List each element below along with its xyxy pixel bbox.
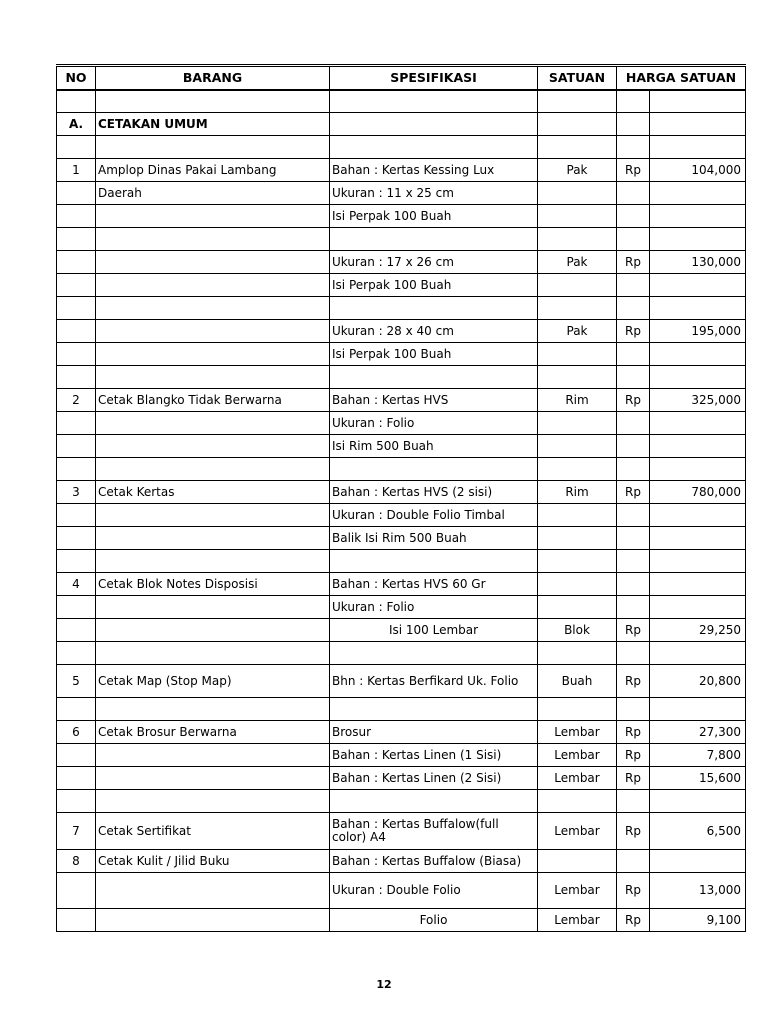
header-barang: BARANG	[96, 66, 330, 90]
barang-cell	[96, 790, 330, 813]
spesifikasi-cell: Ukuran : Double Folio	[330, 873, 538, 909]
harga-cell	[650, 228, 746, 251]
satuan-cell: Blok	[538, 619, 617, 642]
spesifikasi-cell	[330, 698, 538, 721]
harga-cell: 9,100	[650, 909, 746, 932]
no-cell	[57, 527, 96, 550]
barang-cell	[96, 873, 330, 909]
table-row	[57, 159, 746, 182]
no-cell	[57, 205, 96, 228]
satuan-cell	[538, 698, 617, 721]
harga-cell	[650, 527, 746, 550]
spesifikasi-cell: Ukuran : 17 x 26 cm	[330, 251, 538, 274]
harga-cell: 325,000	[650, 389, 746, 412]
table-row	[57, 113, 746, 136]
table-row	[57, 767, 746, 790]
harga-cell	[650, 435, 746, 458]
satuan-cell	[538, 182, 617, 205]
spesifikasi-cell: Bahan : Kertas HVS	[330, 389, 538, 412]
barang-cell	[96, 458, 330, 481]
harga-cell	[650, 504, 746, 527]
currency-cell: Rp	[617, 389, 650, 412]
spesifikasi-cell: Isi Perpak 100 Buah	[330, 205, 538, 228]
table-row	[57, 251, 746, 274]
no-cell	[57, 790, 96, 813]
spesifikasi-cell	[330, 458, 538, 481]
table-row	[57, 274, 746, 297]
table-row	[57, 813, 746, 850]
barang-cell	[96, 698, 330, 721]
barang-cell	[96, 251, 330, 274]
currency-cell: Rp	[617, 619, 650, 642]
satuan-cell	[538, 642, 617, 665]
no-cell	[57, 767, 96, 790]
header-row	[57, 66, 746, 90]
spesifikasi-cell: Balik Isi Rim 500 Buah	[330, 527, 538, 550]
no-cell	[57, 642, 96, 665]
table-row	[57, 205, 746, 228]
harga-cell	[650, 297, 746, 320]
currency-cell	[617, 527, 650, 550]
spesifikasi-cell: Isi Rim 500 Buah	[330, 435, 538, 458]
spesifikasi-cell: Bahan : Kertas Kessing Lux	[330, 159, 538, 182]
no-cell: 5	[57, 665, 96, 698]
harga-cell	[650, 182, 746, 205]
currency-cell	[617, 113, 650, 136]
table-row	[57, 458, 746, 481]
currency-cell	[617, 790, 650, 813]
barang-cell: Amplop Dinas Pakai Lambang	[96, 159, 330, 182]
spesifikasi-cell: Bhn : Kertas Berfikard Uk. Folio	[330, 665, 538, 698]
spesifikasi-cell: Bahan : Kertas Buffalow(full color) A4	[330, 813, 538, 850]
barang-cell: Cetak Kertas	[96, 481, 330, 504]
barang-cell: Cetak Kulit / Jilid Buku	[96, 850, 330, 873]
harga-cell: 15,600	[650, 767, 746, 790]
harga-cell	[650, 698, 746, 721]
barang-cell	[96, 744, 330, 767]
harga-cell	[650, 136, 746, 159]
barang-cell: Cetak Sertifikat	[96, 813, 330, 850]
no-cell	[57, 182, 96, 205]
no-cell	[57, 297, 96, 320]
harga-cell	[650, 113, 746, 136]
table-row	[57, 665, 746, 698]
barang-cell	[96, 297, 330, 320]
currency-cell: Rp	[617, 251, 650, 274]
no-cell	[57, 274, 96, 297]
header-harga-satuan: HARGA SATUAN	[617, 66, 746, 90]
barang-cell: Cetak Map (Stop Map)	[96, 665, 330, 698]
harga-cell: 20,800	[650, 665, 746, 698]
no-cell	[57, 412, 96, 435]
page-number: 12	[376, 978, 392, 991]
harga-cell	[650, 343, 746, 366]
barang-cell	[96, 550, 330, 573]
harga-cell: 195,000	[650, 320, 746, 343]
barang-cell: CETAKAN UMUM	[96, 113, 330, 136]
harga-cell	[650, 205, 746, 228]
no-cell	[57, 343, 96, 366]
table-row	[57, 550, 746, 573]
satuan-cell	[538, 573, 617, 596]
table-row	[57, 412, 746, 435]
table-row	[57, 504, 746, 527]
table-row	[57, 619, 746, 642]
currency-cell	[617, 366, 650, 389]
harga-cell: 780,000	[650, 481, 746, 504]
spesifikasi-cell: Isi Perpak 100 Buah	[330, 274, 538, 297]
barang-cell	[96, 596, 330, 619]
spesifikasi-cell: Brosur	[330, 721, 538, 744]
satuan-cell: Lembar	[538, 909, 617, 932]
currency-cell	[617, 274, 650, 297]
no-cell	[57, 136, 96, 159]
barang-cell	[96, 274, 330, 297]
no-cell	[57, 320, 96, 343]
satuan-cell	[538, 550, 617, 573]
no-cell	[57, 435, 96, 458]
harga-cell	[650, 412, 746, 435]
satuan-cell: Pak	[538, 159, 617, 182]
satuan-cell	[538, 596, 617, 619]
barang-cell	[96, 619, 330, 642]
spesifikasi-cell: Isi 100 Lembar	[330, 619, 538, 642]
table-row	[57, 721, 746, 744]
harga-cell: 7,800	[650, 744, 746, 767]
spesifikasi-cell: Folio	[330, 909, 538, 932]
currency-cell	[617, 205, 650, 228]
currency-cell: Rp	[617, 909, 650, 932]
satuan-cell: Lembar	[538, 744, 617, 767]
barang-cell	[96, 412, 330, 435]
satuan-cell	[538, 274, 617, 297]
spesifikasi-cell: Bahan : Kertas HVS (2 sisi)	[330, 481, 538, 504]
barang-cell	[96, 343, 330, 366]
harga-cell	[650, 366, 746, 389]
currency-cell	[617, 182, 650, 205]
currency-cell: Rp	[617, 873, 650, 909]
harga-cell	[650, 274, 746, 297]
spesifikasi-cell: Isi Perpak 100 Buah	[330, 343, 538, 366]
no-cell	[57, 90, 96, 113]
currency-cell	[617, 90, 650, 113]
satuan-cell: Rim	[538, 481, 617, 504]
satuan-cell: Rim	[538, 389, 617, 412]
satuan-cell	[538, 458, 617, 481]
harga-cell: 130,000	[650, 251, 746, 274]
satuan-cell: Lembar	[538, 767, 617, 790]
satuan-cell	[538, 297, 617, 320]
no-cell	[57, 873, 96, 909]
no-cell: 1	[57, 159, 96, 182]
spesifikasi-cell	[330, 297, 538, 320]
barang-cell	[96, 767, 330, 790]
harga-cell	[650, 90, 746, 113]
table-body	[57, 90, 746, 932]
currency-cell: Rp	[617, 767, 650, 790]
satuan-cell: Pak	[538, 251, 617, 274]
currency-cell	[617, 343, 650, 366]
table-row	[57, 320, 746, 343]
barang-cell	[96, 504, 330, 527]
satuan-cell	[538, 366, 617, 389]
price-table	[56, 64, 746, 932]
currency-cell: Rp	[617, 721, 650, 744]
harga-cell	[650, 458, 746, 481]
harga-cell: 104,000	[650, 159, 746, 182]
no-cell	[57, 550, 96, 573]
spesifikasi-cell	[330, 366, 538, 389]
spesifikasi-cell: Bahan : Kertas Buffalow (Biasa)	[330, 850, 538, 873]
spesifikasi-cell	[330, 790, 538, 813]
table-row	[57, 698, 746, 721]
currency-cell	[617, 136, 650, 159]
no-cell	[57, 366, 96, 389]
harga-cell	[650, 573, 746, 596]
barang-cell: Cetak Brosur Berwarna	[96, 721, 330, 744]
currency-cell: Rp	[617, 744, 650, 767]
table-row	[57, 136, 746, 159]
currency-cell: Rp	[617, 665, 650, 698]
no-cell: 4	[57, 573, 96, 596]
no-cell	[57, 744, 96, 767]
no-cell	[57, 698, 96, 721]
currency-cell: Rp	[617, 813, 650, 850]
table-row	[57, 366, 746, 389]
no-cell: 2	[57, 389, 96, 412]
table-row	[57, 850, 746, 873]
no-cell: 8	[57, 850, 96, 873]
currency-cell: Rp	[617, 320, 650, 343]
spesifikasi-cell	[330, 136, 538, 159]
no-cell	[57, 228, 96, 251]
satuan-cell	[538, 343, 617, 366]
barang-cell	[96, 90, 330, 113]
harga-cell	[650, 790, 746, 813]
table-row	[57, 389, 746, 412]
spesifikasi-cell	[330, 228, 538, 251]
satuan-cell: Pak	[538, 320, 617, 343]
barang-cell: Cetak Blangko Tidak Berwarna	[96, 389, 330, 412]
no-cell	[57, 251, 96, 274]
table-row	[57, 790, 746, 813]
header-no: NO	[57, 66, 96, 90]
spesifikasi-cell	[330, 90, 538, 113]
barang-cell	[96, 435, 330, 458]
no-cell	[57, 504, 96, 527]
spesifikasi-cell: Ukuran : Folio	[330, 412, 538, 435]
currency-cell	[617, 596, 650, 619]
satuan-cell: Buah	[538, 665, 617, 698]
currency-cell	[617, 698, 650, 721]
spesifikasi-cell: Ukuran : Folio	[330, 596, 538, 619]
table-row	[57, 527, 746, 550]
header-satuan: SATUAN	[538, 66, 617, 90]
currency-cell	[617, 297, 650, 320]
satuan-cell	[538, 412, 617, 435]
barang-cell	[96, 136, 330, 159]
table-row	[57, 435, 746, 458]
barang-cell	[96, 642, 330, 665]
no-cell: A.	[57, 113, 96, 136]
barang-cell: Daerah	[96, 182, 330, 205]
satuan-cell: Lembar	[538, 721, 617, 744]
satuan-cell	[538, 790, 617, 813]
barang-cell	[96, 205, 330, 228]
harga-cell	[650, 850, 746, 873]
harga-cell: 29,250	[650, 619, 746, 642]
spesifikasi-cell	[330, 550, 538, 573]
harga-cell: 27,300	[650, 721, 746, 744]
table-row	[57, 343, 746, 366]
satuan-cell	[538, 205, 617, 228]
currency-cell	[617, 458, 650, 481]
table-row	[57, 228, 746, 251]
currency-cell	[617, 504, 650, 527]
currency-cell: Rp	[617, 159, 650, 182]
currency-cell	[617, 228, 650, 251]
barang-cell	[96, 228, 330, 251]
barang-cell	[96, 320, 330, 343]
harga-cell	[650, 596, 746, 619]
spesifikasi-cell	[330, 642, 538, 665]
table-row	[57, 909, 746, 932]
table-row	[57, 642, 746, 665]
satuan-cell	[538, 850, 617, 873]
spesifikasi-cell	[330, 113, 538, 136]
barang-cell	[96, 366, 330, 389]
spesifikasi-cell: Bahan : Kertas HVS 60 Gr	[330, 573, 538, 596]
no-cell	[57, 596, 96, 619]
satuan-cell	[538, 228, 617, 251]
currency-cell	[617, 550, 650, 573]
table-row	[57, 481, 746, 504]
currency-cell	[617, 435, 650, 458]
spesifikasi-cell: Bahan : Kertas Linen (1 Sisi)	[330, 744, 538, 767]
satuan-cell	[538, 90, 617, 113]
currency-cell: Rp	[617, 481, 650, 504]
header-spesifikasi: SPESIFIKASI	[330, 66, 538, 90]
harga-cell: 6,500	[650, 813, 746, 850]
table-row	[57, 744, 746, 767]
no-cell: 3	[57, 481, 96, 504]
no-cell	[57, 909, 96, 932]
currency-cell	[617, 573, 650, 596]
table-row	[57, 573, 746, 596]
barang-cell: Cetak Blok Notes Disposisi	[96, 573, 330, 596]
table-row	[57, 297, 746, 320]
currency-cell	[617, 642, 650, 665]
barang-cell	[96, 909, 330, 932]
satuan-cell	[538, 113, 617, 136]
satuan-cell: Lembar	[538, 813, 617, 850]
satuan-cell: Lembar	[538, 873, 617, 909]
currency-cell	[617, 412, 650, 435]
spesifikasi-cell: Ukuran : 28 x 40 cm	[330, 320, 538, 343]
spesifikasi-cell: Ukuran : Double Folio Timbal	[330, 504, 538, 527]
spesifikasi-cell: Bahan : Kertas Linen (2 Sisi)	[330, 767, 538, 790]
no-cell	[57, 458, 96, 481]
spesifikasi-cell: Ukuran : 11 x 25 cm	[330, 182, 538, 205]
table-row	[57, 182, 746, 205]
harga-cell	[650, 550, 746, 573]
table-row	[57, 596, 746, 619]
satuan-cell	[538, 504, 617, 527]
harga-cell: 13,000	[650, 873, 746, 909]
table-row	[57, 90, 746, 113]
no-cell	[57, 619, 96, 642]
currency-cell	[617, 850, 650, 873]
satuan-cell	[538, 435, 617, 458]
no-cell: 7	[57, 813, 96, 850]
table-row	[57, 873, 746, 909]
no-cell: 6	[57, 721, 96, 744]
harga-cell	[650, 642, 746, 665]
satuan-cell	[538, 136, 617, 159]
satuan-cell	[538, 527, 617, 550]
barang-cell	[96, 527, 330, 550]
